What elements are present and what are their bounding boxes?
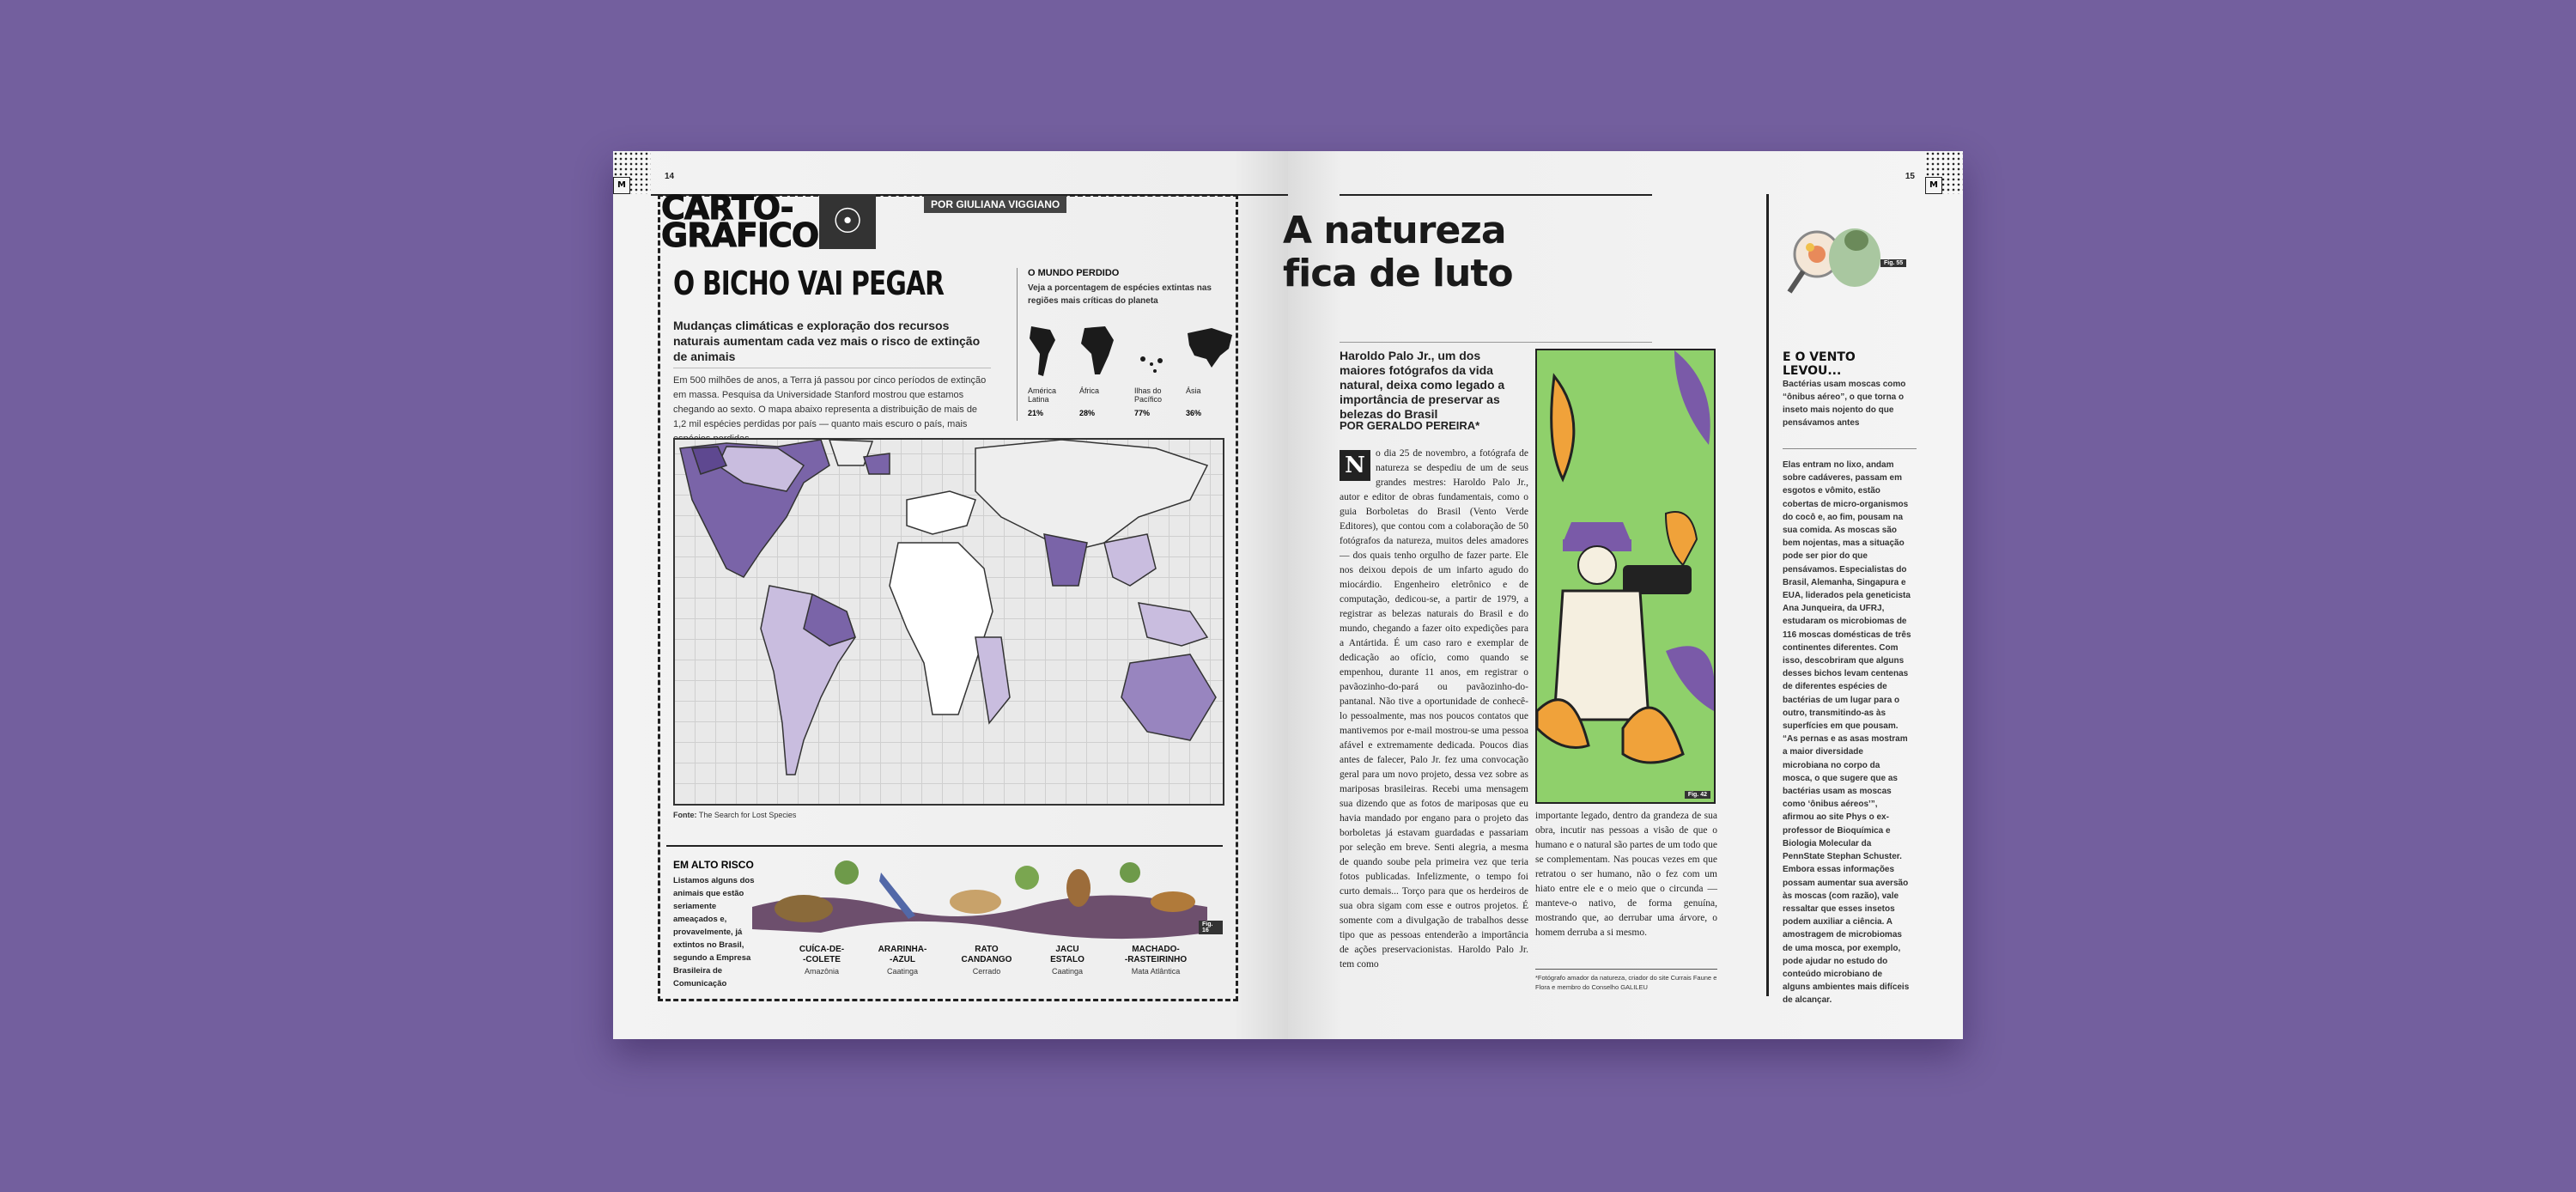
article-author: POR GERALDO PEREIRA* [1340, 419, 1480, 432]
photographer-illustration [1535, 349, 1716, 804]
region-america-latina: América Latina 21% [1028, 325, 1072, 384]
column-divider [1766, 194, 1769, 996]
world-map-svg [675, 440, 1223, 804]
corner-pattern [1925, 151, 1963, 194]
page-number: 15 [1905, 172, 1915, 181]
magazine-spread [613, 151, 1963, 1039]
pacific-islands-icon [1134, 325, 1172, 380]
left-page [613, 151, 1288, 1039]
fly-illustration [1783, 203, 1911, 323]
headline: O BICHO VAI PEGAR [673, 265, 945, 302]
mundo-perdido-title: O MUNDO PERDIDO [1028, 268, 1120, 278]
animal-item: ARARINHA- -AZUL Caatinga [878, 945, 927, 976]
em-alto-risco-description: Listamos alguns dos animais que estão seriamente ameaçados e, provavelmente, já extintos no Brasil, segundo a Empresa Brasileira de Comunicação [673, 876, 755, 988]
em-alto-risco-box [666, 845, 1223, 994]
divider [1340, 342, 1652, 343]
animal-item: RATO CANDANGO Cerrado [961, 945, 1012, 976]
drop-cap: N [1340, 450, 1370, 481]
body-column-2: importante legado, dentro da grandeza de sua obra, incutir nas pessoas a visão de que o humano e o natural são partes de um todo que se complementam. Nas poucas vezes em que retratou o ser humano, não o fez com um hiato entre ele e o meio que o circunda — manteve-o nativo, de forma genuína, mostrando que, ao derrubar uma árvore, o homem derruba a si mesmo. [1535, 811, 1717, 938]
africa-shape [890, 543, 993, 715]
mundo-perdido-box [1017, 268, 1234, 421]
animal-item: MACHADO- -RASTEIRINHO Mata Atlântica [1124, 945, 1188, 976]
logo-emblem-icon: ☉ [819, 194, 876, 249]
asia-icon [1186, 325, 1234, 380]
animal-item: CUÍCA-DE- -COLETE Amazônia [799, 945, 845, 976]
world-map [673, 438, 1224, 806]
sidebar-body: Elas entram no lixo, andam sobre cadáveres, passam em esgotos e vômito, estão cobertas de micro-organismos do cocô e, ao fim, pousam na sua comida. As moscas são bem nojentas, mas a situação pode ser pior do que pensávamos. Especialistas do Brasil, Alemanha, Singapura e EUA, liderados pela geneticista Ana Junqueira, da UFRJ, estudaram os microbiomas de 116 moscas domésticas de três continentes diferentes. Com isso, descobriram que alguns desses bichos levam centenas de diferentes espécies de bactérias de um lugar para o outro, transmitindo-as às superfícies em que pousam. “As pernas e as asas mostram a maior diversidade microbiana no corpo da mosca, o que sugere que as bactérias usam as moscas como ‘ônibus aéreos’”, afirmou ao site Phys o ex-professor de Bioquímica e Biologia Molecular da PennState Stephan Schuster. Embora essas informações possam aumentar sua aversão às moscas (com razão), vale ressaltar que esses insetos podem auxiliar a ciência. A amostragem de microbiomas de uma mosca, por exemplo, pode ajudar no estudo do conteúdo microbiano de alguns ambientes mais difíceis de alcançar. [1783, 460, 1911, 1006]
page-number: 14 [665, 172, 675, 181]
animal-item: JACU ESTALO Caatinga [1050, 945, 1084, 976]
corner-pattern [613, 151, 651, 194]
africa-icon [1079, 325, 1117, 380]
region-ilhas-pacifico: Ilhas do Pacífico 77% [1134, 325, 1179, 384]
fig-tag: Fig. 16 [1199, 921, 1223, 934]
animals-illustration [752, 847, 1207, 946]
byline: POR GIULIANA VIGGIANO [924, 196, 1066, 213]
top-rule [1340, 194, 1652, 196]
fig-tag: Fig. 42 [1685, 791, 1710, 799]
sidebar-title: E O VENTO LEVOU... [1783, 350, 1856, 378]
photographer-art [1537, 350, 1714, 802]
section-logo-text: CARTO- GRÁFICO [661, 189, 819, 254]
corner-letter: M [613, 177, 630, 194]
article-title: A natureza fica de luto [1283, 209, 1513, 295]
dek: Mudanças climáticas e exploração dos recursos naturais aumentam cada vez mais o risco de extinção de animais [673, 319, 981, 363]
region-silhouettes [1028, 325, 1225, 419]
region-africa: África 28% [1079, 325, 1124, 384]
sidebar-divider [1783, 448, 1917, 449]
sidebar-dek: Bactérias usam moscas como “ônibus aéreo”, o que torna o inseto mais nojento do que pensávamos antes [1783, 380, 1906, 428]
asia-shape [975, 440, 1207, 551]
mundo-perdido-subtitle: Veja a porcentagem de espécies extintas nas regiões mais críticas do planeta [1028, 283, 1212, 306]
europe-shape [907, 491, 975, 534]
source-note: Fonte: The Search for Lost Species [673, 811, 797, 819]
intro-text: Em 500 milhões de anos, a Terra já passou por cinco períodos de extinção em massa. Pesquisa da Universidade Stanford mostrou que estamos chegando ao sexto. O mapa abaixo representa a distribuição de mais de 1,2 mil espécies perdidas por país — quanto mais escuro o país, mais [673, 368, 991, 447]
region-asia: Ásia 36% [1186, 325, 1230, 384]
corner-letter: M [1925, 177, 1942, 194]
australia-shape [1121, 654, 1216, 740]
em-alto-risco-title: EM ALTO RISCO [673, 859, 754, 871]
body-column-1: N o dia 25 de novembro, a fotógrafa de natureza se despediu de um de seus grandes mestres: Haroldo Palo Jr., autor e editor de obras fundamentais, como o guia Borboletas do Brasil (Vento Verde Editores), que contou com a colaboração de 50 fotógrafos da natureza, muitos deles amadores — dos quais tenho orgulho de fazer parte. Ele nos deixou depois de um infarto agudo do miocárdio. Engenheiro eletrônico e de computação, dedicou-se, a partir de 1979, a registrar as belezas naturais do Brasil e do mundo, chegando a fazer oito expedições para a Antártida. É um caso raro e exemplar de dedicação ao ofício, como quando se empenhou, durante 11 anos, em registrar o pavãozinho-do-pará ou pavãozinho-do-pantanal. Não tive a oportunidade de conhecê-lo pessoalmente, mas nos poucos contatos que mantivemos por e-mail mostrou-se uma pessoa afável e extremamente dedicada. Poucos dias antes de falecer, Palo Jr. fez uma convocação geral para um novo projeto, dessa vez sobre as mariposas brasileiras. Recebi uma mensagem sua dizendo que as fotos de mariposas que eu havia mandado por engano para o projeto das borboletas já estavam guardadas e passariam por seleção em breve. Senti alegria, a mesma de quando soube pela primeira vez que teria fotos publicadas. Infelizmente, o tempo foi curto demais... Torço para que os herdeiros de sua obra sigam com esse e outros projetos. É somente com a divulgação de trabalhos desse tipo que as pessoas entenderão a importância de ações preservacionistas. Haroldo Palo Jr. tem como [1340, 448, 1528, 970]
footnote: *Fotógrafo amador da natureza, criador do site Currais Faune e Flora e membro do Conselho GALILEU [1535, 969, 1717, 992]
article-dek: Haroldo Palo Jr., um dos maiores fotógrafos da vida natural, deixa como legado a importância de preservar as belezas do Brasil [1340, 349, 1505, 421]
america-latina-icon [1028, 325, 1059, 380]
fig-tag: Fig. 55 [1880, 259, 1906, 267]
section-logo [658, 189, 879, 254]
